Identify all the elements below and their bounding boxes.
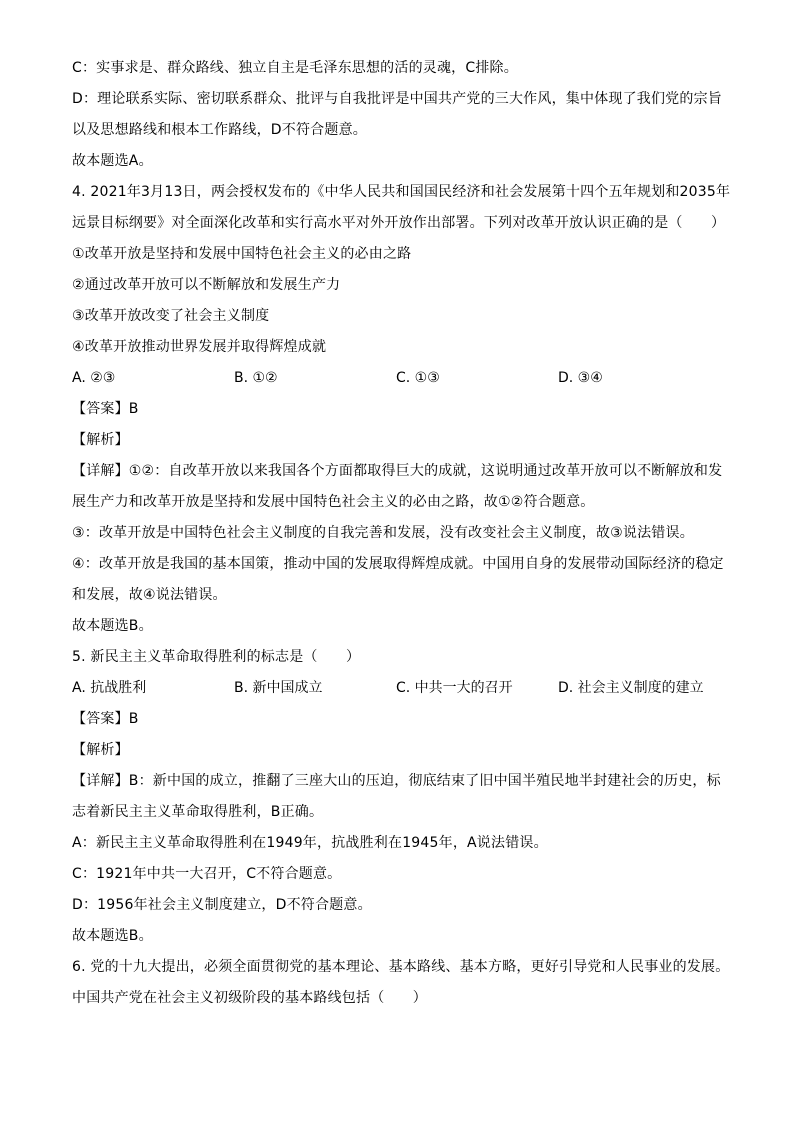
q5-detail-line1: 【详解】B：新中国的成立，推翻了三座大山的压迫，彻底结束了旧中国半殖民地半封建社会的历史，标: [72, 773, 721, 789]
q5-option-c: C. 中共一大的召开: [396, 680, 513, 696]
q4-statement-2: ②通过改革开放可以不断解放和发展生产力: [72, 277, 341, 293]
prev-conclusion: 故本题选A。: [72, 153, 153, 169]
q4-stem-line2: 远景目标纲要》对全面深化改革和实行高水平对外开放作出部署。下列对改革开放认识正确的是（ ）: [72, 215, 726, 231]
q4-option-a: A. ②③: [72, 370, 116, 386]
q4-detail-line4: ④：改革开放是我国的基本国策，推动中国的发展取得辉煌成就。中国用自身的发展带动国际经济的稳定: [72, 556, 724, 572]
q5-detail-line4: C：1921年中共一大召开，C不符合题意。: [72, 866, 342, 882]
q5-conclusion: 故本题选B。: [72, 928, 153, 944]
q4-detail-line5: 和发展，故④说法错误。: [72, 587, 227, 603]
q5-option-b: B. 新中国成立: [234, 680, 323, 696]
q4-detail-line2: 展生产力和改革开放是坚持和发展中国特色社会主义的必由之路，故①②符合题意。: [72, 494, 595, 510]
q4-option-c: C. ①③: [396, 370, 440, 386]
q4-detail-line3: ③：改革开放是中国特色社会主义制度的自我完善和发展，没有改变社会主义制度，故③说法错误。: [72, 525, 694, 541]
q5-option-a: A. 抗战胜利: [72, 680, 147, 696]
q4-answer: 【答案】B: [72, 401, 139, 417]
q5-stem: 5. 新民主主义革命取得胜利的标志是（ ）: [72, 649, 361, 665]
q4-option-d: D. ③④: [558, 370, 603, 386]
q4-statement-3: ③改革开放改变了社会主义制度: [72, 308, 270, 324]
q5-analysis-label: 【解析】: [72, 742, 129, 758]
q6-stem-line2: 中国共产党在社会主义初级阶段的基本路线包括（ ）: [72, 990, 427, 1006]
q5-answer: 【答案】B: [72, 711, 139, 727]
q6-stem-line1: 6. 党的十九大提出，必须全面贯彻党的基本理论、基本路线、基本方略，更好引导党和人民事业的发展。: [72, 959, 730, 975]
prev-analysis-c: C：实事求是、群众路线、独立自主是毛泽东思想的活的灵魂，C排除。: [72, 60, 518, 76]
q5-detail-line3: A：新民主主义革命取得胜利在1949年，抗战胜利在1945年，A说法错误。: [72, 835, 548, 851]
q4-conclusion: 故本题选B。: [72, 618, 153, 634]
q4-statement-4: ④改革开放推动世界发展并取得辉煌成就: [72, 339, 327, 355]
prev-analysis-d-line1: D：理论联系实际、密切联系群众、批评与自我批评是中国共产党的三大作风，集中体现了我们党的宗旨: [72, 91, 722, 107]
q4-statement-1: ①改革开放是坚持和发展中国特色社会主义的必由之路: [72, 246, 412, 262]
q4-detail-line1: 【详解】①②：自改革开放以来我国各个方面都取得巨大的成就，这说明通过改革开放可以不断解放和发: [72, 463, 723, 479]
q5-option-d: D. 社会主义制度的建立: [558, 680, 704, 696]
q4-option-b: B. ①②: [234, 370, 278, 386]
q4-stem-line1: 4. 2021年3月13日，两会授权发布的《中华人民共和国国民经济和社会发展第十四个五年规划和2035年: [72, 184, 731, 200]
prev-analysis-d-line2: 以及思想路线和根本工作路线，D不符合题意。: [72, 122, 367, 138]
q5-detail-line5: D：1956年社会主义制度建立，D不符合题意。: [72, 897, 372, 913]
q4-analysis-label: 【解析】: [72, 432, 129, 448]
q5-detail-line2: 志着新民主主义革命取得胜利，B正确。: [72, 804, 324, 820]
